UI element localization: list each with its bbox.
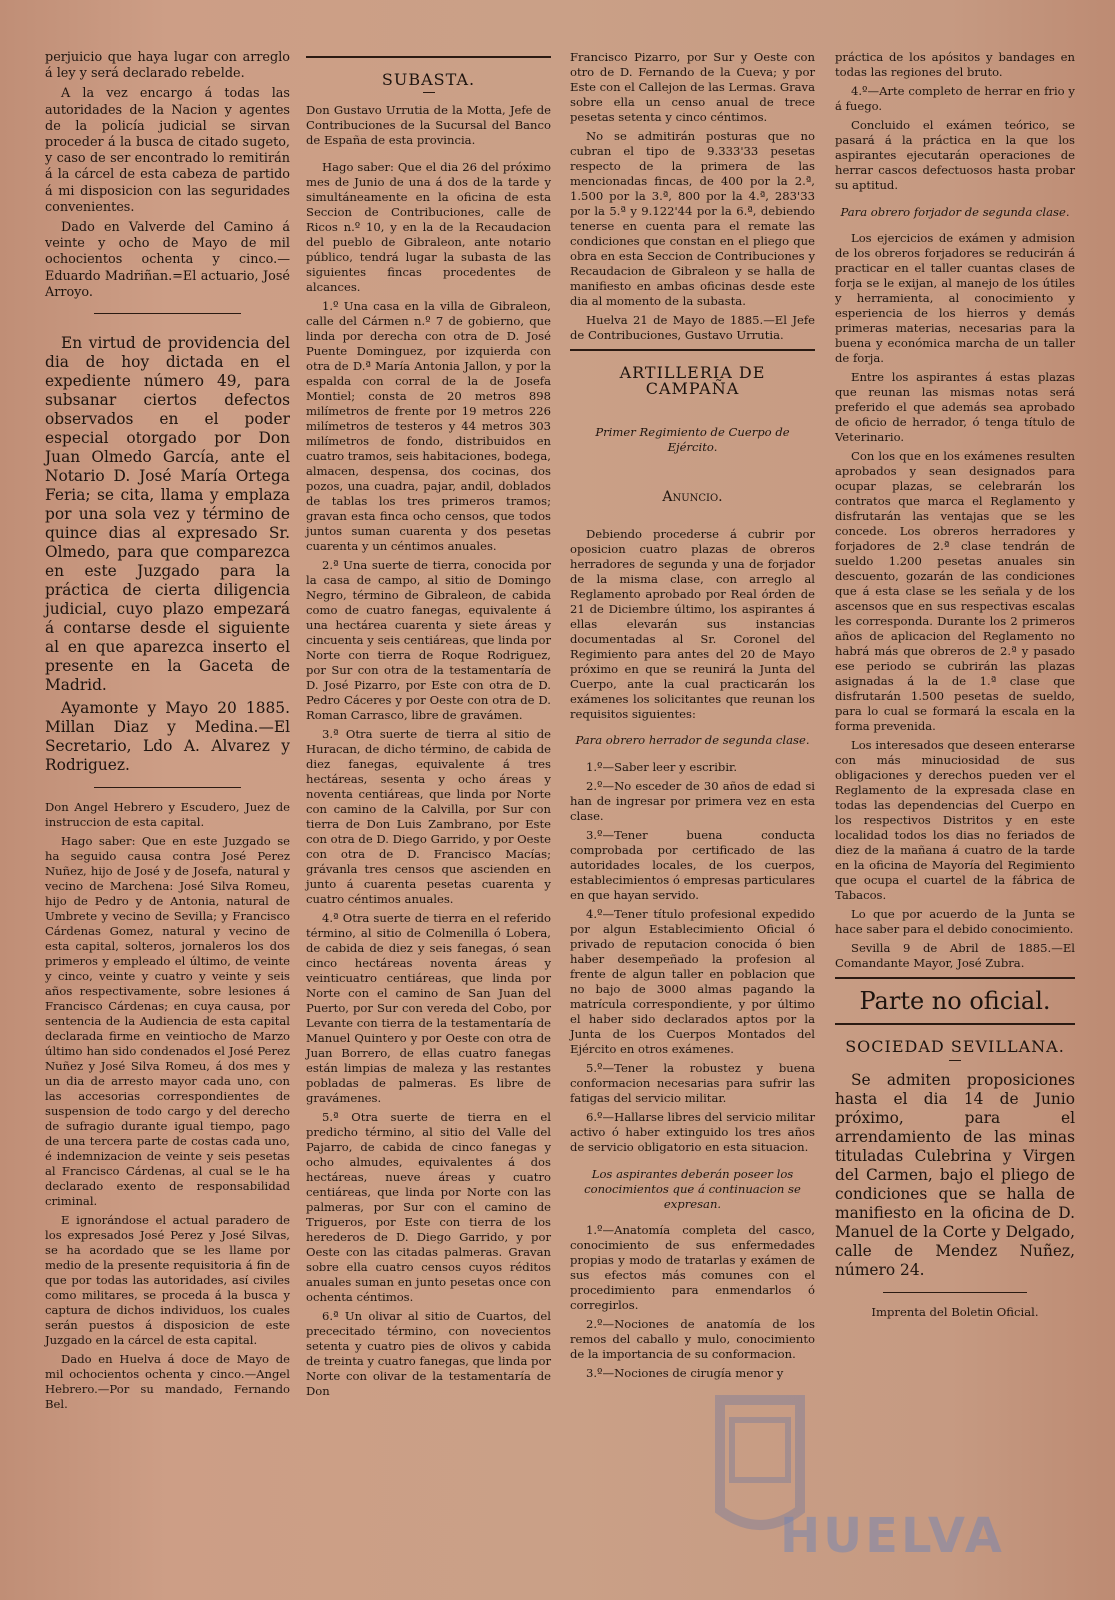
subtitle: Para obrero forjador de segunda clase. <box>840 204 1070 219</box>
list-item: 2.º—Nociones de anatomía de los remos del caballo y mulo, conocimiento de la importancia de su conformacion. <box>570 1317 815 1362</box>
divider <box>94 787 241 788</box>
column-3 <box>570 50 815 1385</box>
watermark-text: HUELVA <box>780 1508 1005 1564</box>
paragraph: Don Gustavo Urrutia de la Motta, Jefe de Contribuciones de la Sucursal del Banco de España de esta provincia. <box>306 103 551 148</box>
divider <box>883 1292 1027 1293</box>
section-title: ARTILLERIA DE CAMPAÑA <box>619 363 766 399</box>
paragraph: E ignorándose el actual paradero de los expresados José Perez y José Silvas, se ha acordado que se les llame por medio de la presente requisitoria á fin de que por todas las autoridades, así civiles como militares, se proceda á la busca y captura de dichos individuos, los cuales serán puestos á disposicion de este Juzgado en la cárcel de esta capital. <box>45 1213 290 1348</box>
paragraph: Francisco Pizarro, por Sur y Oeste con otro de D. Fernando de la Cueva; y por Este con el Callejon de las Lermas. Grava sobre ella un censo anual de trece pesetas setenta y cinco céntimos. <box>570 50 816 124</box>
divider <box>423 92 435 93</box>
list-item: 1.º—Saber leer y escribir. <box>586 759 738 774</box>
divider <box>306 56 551 58</box>
paragraph: perjuicio que haya lugar con arreglo á ley y será declarado rebelde. <box>45 50 290 82</box>
list-item: 1.º—Anatomía completa del casco, conocimiento de sus enfermedades propias y modo de tratarlas y exámen de sus efectos más comunes con el procedimiento para enmendarlos ó corregirlos. <box>570 1223 815 1313</box>
paragraph: 1.º Una casa en la villa de Gibraleon, calle del Cármen n.º 7 de gobierno, que linda por derecha con otra de D. José Puente Dominguez, por izquierda con otra de D.ª María Antonia Jallon, y por la espalda con corral de la de Josefa Montiel; consta de 20 metros 898 milímetros de frente por 19 metros 226 milímetros de testeros y 44 metros 303 milímetros de fondo, distribuidos en cuatro tramos, seis habitaciones, bodega, almacen, despensa, dos cocinas, dos pozos, una cuadra, pajar, andil, doblados de tablas los tres primeros tramos; gravan esta finca ocho censos, que todos juntos suman cuarenta y dos pesetas cuarenta y un céntimos anuales. <box>306 299 551 554</box>
list-item: 4.º—Arte completo de herrar en frio y á fuego. <box>835 84 1075 113</box>
section-title: Parte no oficial. <box>859 987 1051 1016</box>
paragraph: Ayamonte y Mayo 20 1885. Millan Diaz y Medina.—El Secretario, Ldo A. Alvarez y Rodriguez. <box>45 699 290 775</box>
list-item: 3.º—Tener buena conducta comprobada por certificado de las autoridades locales, de los cuerpos, establecimientos ó empresas particulares en que hayan servido. <box>570 827 815 902</box>
subtitle: Los aspirantes deberán poseer los conocimientos que á continuacion se expresan. <box>584 1166 801 1211</box>
divider <box>94 313 241 314</box>
section-title: SUBASTA. <box>381 70 476 89</box>
paragraph: Huelva 21 de Mayo de 1885.—El Jefe de Contribuciones, Gustavo Urrutia. <box>570 313 815 342</box>
paragraph: 2.ª Una suerte de tierra, conocida por la casa de campo, al sitio de Domingo Negro, término de Gibraleon, de cabida como de cuatro fanegas, equivalente á una hectárea cuarenta y siete áreas y cincuenta y seis centiáreas, que linda por Norte con tierra de Roque Rodriguez, por Sur con otra de la testamentaría de D. José Pizarro, por Este con otra de D. Pedro Cáceres y por Oeste con otra de D. Roman Carrasco, libre de gravámen. <box>306 558 551 723</box>
paragraph: Don Angel Hebrero y Escudero, Juez de instruccion de esta capital. <box>45 800 290 830</box>
list-item: 4.º—Tener título profesional expedido por algun Establecimiento Oficial ó privado de reputacion conocida ó bien haber desempeñado la profesion al frente de algun taller en poblacion que no bajo de 3000 almas pagando la matrícula correspondiente, y por último el haber sido declarados aptos por la Junta de los Cuerpos Montados del Ejército en otros exámenes. <box>570 906 815 1056</box>
notice-heading: Anuncio. <box>662 488 723 505</box>
column-4 <box>835 50 1075 1324</box>
paragraph: Los interesados que deseen enterarse con más minuciosidad de sus obligaciones y derechos pueden ver el Reglamento de la expresada clase en todas las dependencias del Cuerpo en los respectivos Distritos y en este localidad todos los dias no feriados de diez de la mañana á cuatro de la tarde en la oficina de Mayoría del Regimiento que ocupa el cuartel de la fábrica de Tabacos. <box>835 738 1075 903</box>
paragraph: A la vez encargo á todas las autoridades de la Nacion y agentes de la policía judicial se sirvan proceder á la busca de citado sugeto, y caso de ser encontrado lo remitirán á la cárcel de esta cabeza de partido á mi disposicion con las seguridades convenientes. <box>45 86 290 215</box>
paragraph: Con los que en los exámenes resulten aprobados y sean designados para ocupar plazas, se celebrarán los contratos que marca el Reglamento y disfrutarán las ventajas que se les concede. Los obreros herradores y forjadores de 2.ª clase tendrán de sueldo 1.200 pesetas anuales sin descuento, gozarán de las condiciones que á esta clase se les señala y de los ascensos que en sus respectivas escalas les corresponda. Durante los 2 primeros años de aplicacion del Reglamento no habrá más que obreros de 2.ª y pasado ese periodo se cubrirán las plazas asignadas á la de 1.ª clase que disfrutarán 1.500 pesetas de sueldo, para lo cual se formará la escala en la forma prevenida. <box>835 449 1075 734</box>
paragraph: Hago saber: Que el dia 26 del próximo mes de Junio de una á dos de la tarde y simultáneamente en la oficina de esta Seccion de Contribuciones, calle de Ricos n.º 10, y en la de la Recaudacion del pueblo de Gibraleon, ante notario público, tendrá lugar la subasta de las siguientes fincas procedentes de alcances. <box>306 160 551 295</box>
section-title: SOCIEDAD SEVILLANA. <box>845 1037 1065 1057</box>
paragraph: Hago saber: Que en este Juzgado se ha seguido causa contra José Perez Nuñez, hijo de José y de Josefa, natural y vecino de Marchena: José Silva Romeu, hijo de Pedro y de Antonia, natural de Umbrete y vecino de Sevilla; y Francisco Cárdenas Gomez, natural y vecino de esta capital, solteros, jornaleros los dos primeros y empleado el último, de veinte y cinco, veinte y cuatro y veinte y seis años respectivamente, sobre lesiones á Francisco Cárdenas; en cuya causa, por sentencia de la Audiencia de esta capital declarada firme en veintiocho de Marzo último han sido condenados el José Perez Nuñez y José Silva Romeu, á dos mes y un dia de arresto mayor cada uno, con las accesorias correspondientes de suspension de todo cargo y del derecho de sufragio durante igual tiempo, pago de una tercera parte de costas cada uno, é indemnizacion de veinte y seis pesetas al Francisco Cárdenas, al cual se le ha declarado exento de responsabilidad criminal. <box>45 834 290 1209</box>
paragraph: Los ejercicios de exámen y admision de los obreros forjadores se reducirán á practicar en el taller cuantas clases de forja se le exijan, al manejo de los útiles y herramienta, al conocimiento y esperiencia de los hierros y demás primeras materias, necesarias para la buena y económica marcha de un taller de forja. <box>835 231 1075 366</box>
subtitle: Para obrero herrador de segunda clase. <box>575 733 810 748</box>
paragraph: No se admitirán posturas que no cubran el tipo de 9.333'33 pesetas respecto de la primera de las mencionadas fincas, de 400 por la 2.ª, 1.500 por la 3.ª, 800 por la 4.ª, 283'33 por la 5.ª y 9.122'44 por la 6.ª, debiendo tenerse en cuenta para el remate las condiciones que constan en el pliego que obra en esta Seccion de Contribuciones y Recaudacion de Gibraleon y se halla de manifiesto en ambas oficinas desde este dia al momento de la subasta. <box>570 129 815 308</box>
paragraph: Entre los aspirantes á estas plazas que reunan las mismas notas será preferido el que además sea aprobado de oficio de herrador, ó tenga título de Veterinario. <box>835 370 1075 445</box>
list-item: 5.º—Tener la robustez y buena conformacion necesarias para sufrir las fatigas del servicio militar. <box>570 1060 815 1105</box>
paragraph: 4.ª Otra suerte de tierra en el referido término, al sitio de Colmenilla ó Lobera, de cabida de diez y seis fanegas, ó sean cinco hectáreas noventa áreas y veinticuatro centiáreas, que linda por Norte con el camino de San Juan del Puerto, por Sur con vereda del Cobo, por Levante con tierra de la testamentaría de Manuel Quintero y por Oeste con otra de Juan Borrero, de ellas cuatro fanegas están limpias de maleza y las restantes pobladas de palmeras. Es libre de gravámenes. <box>306 911 551 1106</box>
paragraph: Concluido el exámen teórico, se pasará á la práctica en la que los aspirantes ejecutarán operaciones de herrar cascos defectuosos hasta probar su aptitud. <box>835 118 1075 192</box>
divider <box>570 349 815 351</box>
divider <box>835 1023 1075 1025</box>
paragraph: En virtud de providencia del dia de hoy dictada en el expediente número 49, para subsanar ciertos defectos observados en el poder especial otorgado por Don Juan Olmedo García, ante el Notario D. José María Ortega Feria; se cita, llama y emplaza por una sola vez y término de quince dias al expresado Sr. Olmedo, para que comparezca en este Juzgado para la práctica de cierta diligencia judicial, cuyo plazo empezará á contarse desde el siguiente al en que aparezca inserto el presente en la Gaceta de Madrid. <box>45 334 290 695</box>
paragraph: Sevilla 9 de Abril de 1885.—El Comandante Mayor, José Zubra. <box>835 941 1075 971</box>
paragraph: Dado en Valverde del Camino á veinte y ocho de Mayo de mil ochocientos ochenta y cinco.—Eduardo Madriñan.=El actuario, José Arroyo. <box>45 220 290 300</box>
divider <box>835 977 1075 979</box>
printer-credit: Imprenta del Boletin Oficial. <box>871 1304 1039 1319</box>
subtitle: Primer Regimiento de Cuerpo de Ejército. <box>595 425 790 454</box>
paragraph: Dado en Huelva á doce de Mayo de mil ochocientos ochenta y cinco.—Angel Hebrero.—Por su mandado, Fernando Bel. <box>45 1352 290 1412</box>
column-1 <box>45 50 290 1416</box>
paragraph: Lo que por acuerdo de la Junta se hace saber para el debido conocimiento. <box>835 907 1075 937</box>
list-item: 3.º—Nociones de cirugía menor y <box>586 1366 784 1381</box>
crest-icon <box>732 1420 788 1480</box>
list-item: 2.º—No esceder de 30 años de edad si han de ingresar por primera vez en esta clase. <box>570 778 815 823</box>
divider <box>949 1060 961 1061</box>
paragraph: 3.ª Otra suerte de tierra al sitio de Huracan, de dicho término, de cabida de diez fanegas, equivalente á tres hectáreas, sesenta y ocho áreas y noventa centiáreas, que linda por Norte con camino de la Calvilla, por Sur con tierra de Don Luis Zambrano, por Este con otra de D. Diego Garrido, y por Oeste con otra de D. Francisco Macías; grávanla tres censos que ascienden en junto á cuarenta pesetas cuarenta y cuatro céntimos anuales. <box>306 727 552 907</box>
column-2 <box>306 50 551 1403</box>
paragraph: Debiendo procederse á cubrir por oposicion cuatro plazas de obreros herradores de segunda y una de forjador de la misma clase, con arreglo al Reglamento aprobado por Real órden de 21 de Diciembre último, los aspirantes á ellas elevarán sus instancias documentadas al Sr. Coronel del Regimiento para antes del 20 de Mayo próximo en que se reunirá la Junta del Cuerpo, ante la cual practicarán los exámenes los solicitantes que reunan los requisitos siguientes: <box>570 526 815 721</box>
paragraph: práctica de los apósitos y bandages en todas las regiones del bruto. <box>835 50 1075 79</box>
paragraph: 6.ª Un olivar al sitio de Cuartos, del prececitado término, con novecientos setenta y cuatro pies de olivos y cabida de treinta y cuatro fanegas, que linda por Norte con olivar de la testamentaría de Don <box>306 1309 551 1399</box>
paragraph: 5.ª Otra suerte de tierra en el predicho término, al sitio del Valle del Pajarro, de cabida de cinco fanegas y ocho almudes, equivalentes á dos hectáreas, nueve áreas y cuatro centiáreas, que linda por Norte con las palmeras, por Sur con el camino de Trigueros, por Este con tierra de los herederos de D. Diego Garrido, y por Oeste con las citadas palmeras. Gravan sobre ella cuatro censos cuyos réditos anuales suman en junto pesetas once con ochenta céntimos. <box>306 1110 551 1305</box>
advertisement: Se admiten proposiciones hasta el dia 14 de Junio próximo, para el arrendamiento de las minas tituladas Culebrina y Virgen del Carmen, bajo el pliego de condiciones que se halla de manifiesto en la oficina de D. Manuel de la Corte y Delgado, calle de Mendez Nuñez, número 24. <box>835 1070 1075 1279</box>
list-item: 6.º—Hallarse libres del servicio militar activo ó haber extinguido los tres años de servicio obligatorio en esta situacion. <box>570 1109 815 1154</box>
